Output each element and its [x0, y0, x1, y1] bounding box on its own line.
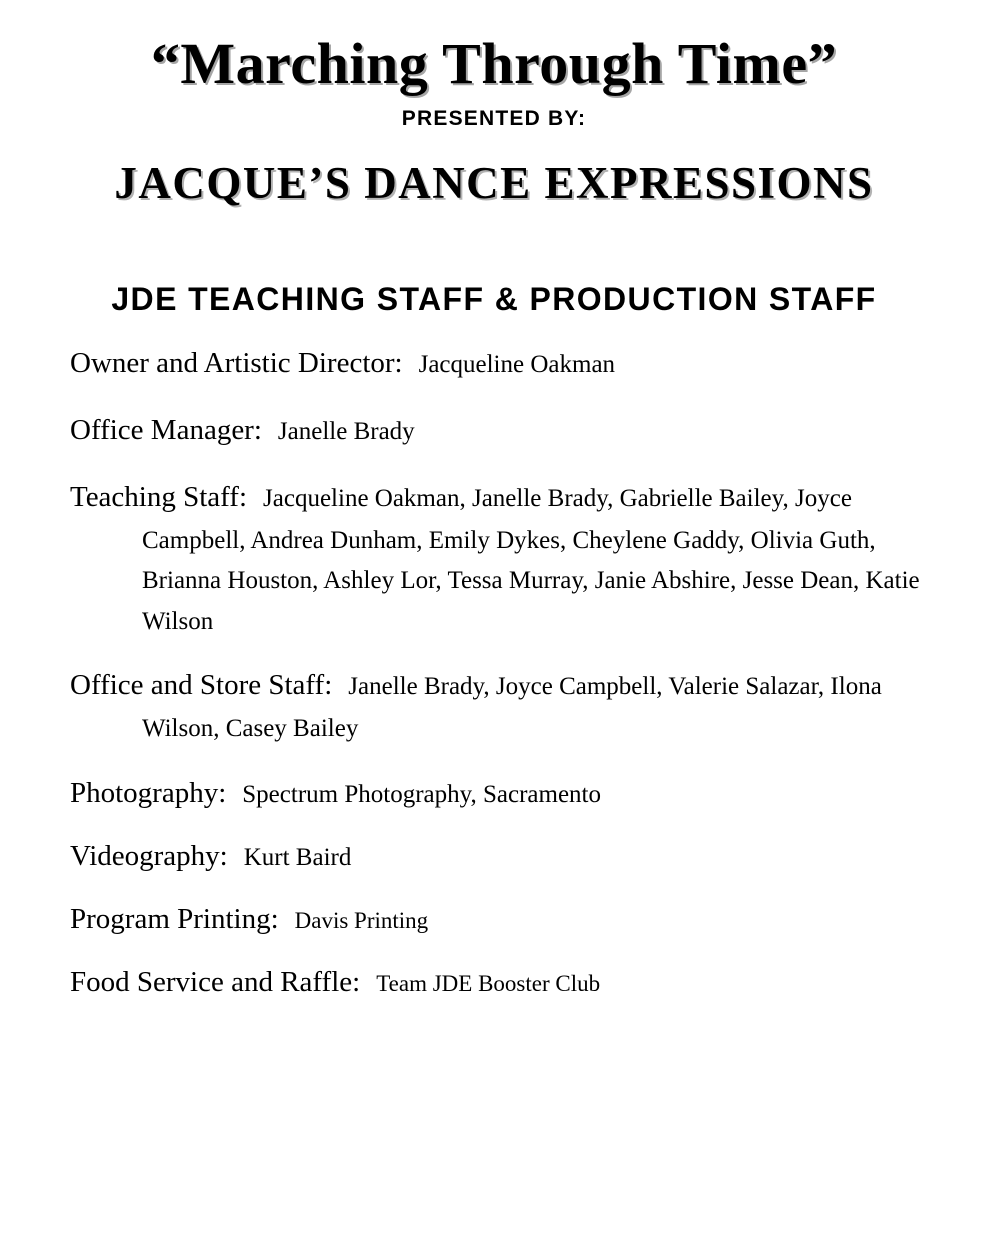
credit-label: Teaching Staff: [70, 480, 248, 513]
credit-label: Office Manager: [70, 413, 262, 446]
credit-row [70, 833, 922, 880]
credit-row [70, 407, 922, 454]
credit-row [70, 959, 922, 1006]
company-name: JACQUE’S DANCE EXPRESSIONS [114, 157, 874, 208]
credit-row [70, 770, 922, 817]
credit-value: Janelle Brady [277, 417, 415, 445]
section-heading: JDE TEACHING STAFF & PRODUCTION STAFF [111, 280, 877, 317]
credit-value: Davis Printing [294, 907, 429, 933]
credit-label: Videography: [70, 839, 228, 872]
credit-value: Spectrum Photography, Sacramento [242, 780, 601, 808]
show-title: “Marching Through Time” [150, 31, 838, 96]
presented-by-label: PRESENTED BY: [401, 106, 587, 130]
program-page [0, 31, 988, 1234]
credit-value: Jacqueline Oakman [418, 350, 616, 378]
credit-value: Kurt Baird [243, 843, 352, 871]
credit-value: Janelle Brady, Joyce Campbell, Valerie Salazar, Ilona Wilson, Casey Bailey [142, 673, 882, 743]
credit-label: Office and Store Staff: [70, 669, 333, 702]
credit-row [70, 662, 922, 749]
credit-row [70, 474, 922, 642]
credit-row [70, 896, 922, 943]
credit-value: Team JDE Booster Club [376, 970, 601, 996]
credits-list [36, 340, 952, 1006]
credit-row [70, 340, 922, 387]
credit-label: Owner and Artistic Director: [70, 346, 403, 379]
credit-label: Photography: [70, 776, 227, 809]
credit-label: Program Printing: [70, 902, 279, 935]
credit-label: Food Service and Raffle: [70, 965, 361, 998]
credit-value: Jacqueline Oakman, Janelle Brady, Gabrielle Bailey, Joyce Campbell, Andrea Dunham, Emily Dykes, Cheylene Gaddy, Olivia Guth, Brianna Houston, Ashley Lor, Tessa Murray, Janie Abshire, Jesse Dean, Katie Wilson [142, 484, 920, 635]
